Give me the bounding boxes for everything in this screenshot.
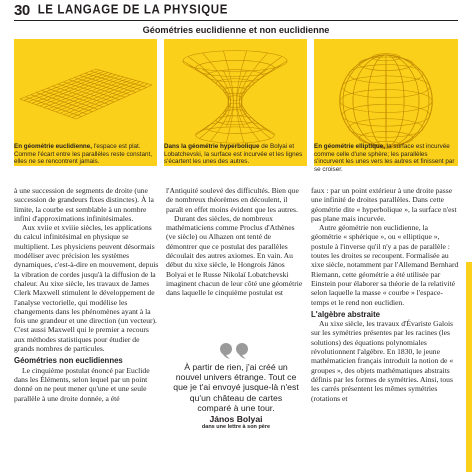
text-column-left: [14, 186, 161, 403]
caption-text: de Bolyai et Lobatchevski, la surface est incurvée et les lignes s'écartent les unes des autres.: [164, 143, 303, 166]
caption-lead: En géométrie euclidienne,: [14, 143, 93, 150]
page-header: [14, 2, 228, 18]
quote-mark-icon: [218, 342, 254, 360]
text-column-right: [311, 186, 459, 403]
text-column-middle: [166, 186, 304, 298]
paragraph: l'Antiquité soulevé des difficultés. Bien que de nombreux théorèmes en découlent, il paraît en effet moins évident que les autres.: [166, 186, 299, 214]
paragraph: Le cinquième postulat énoncé par Euclide dans les Éléments, selon lequel par un point donné on ne peut mener qu'une et une seule parallèle à une droite donnée, a été: [14, 365, 150, 403]
paragraph: Autre géométrie non euclidienne, la géométrie « sphérique », ou « elliptique », postule à l'inverse qu'il n'y a pas de parallèle : toutes les droites se recoupent. Formalisée au xixe siècle, notamment par l'Allemand Bernhard Riemann, cette géométrie a été utilisée par Einstein pour élaborer sa théorie de la relativité selon laquelle la masse « courbe » l'espace-temps et le rend non euclidien.: [311, 223, 459, 307]
caption-text: la surface est incurvée comme celle d'une sphère; les parallèles s'incurvent les unes vers les autres et finissent par se croiser.: [314, 143, 455, 174]
page-edge-tab: [466, 262, 472, 472]
page-number: 30: [14, 1, 30, 19]
paragraph: faux : par un point extérieur à une droite passe une infinité de droites parallèles. Dans cette géométrie dite « hyperbolique », la surface n'est pas plane mais incurvée.: [311, 186, 457, 223]
caption-elliptic: [314, 143, 458, 174]
box-title: Géométries euclidienne et non euclidienne: [142, 25, 330, 35]
caption-lead: Dans la géométrie hyperbolique: [164, 143, 260, 150]
caption-text: l'espace est plat. Comme l'écart entre les parallèles reste constant, elles ne se rencontrent jamais.: [14, 143, 153, 166]
section-heading: Géométries non euclidiennes: [14, 356, 123, 366]
paragraph: Aux xviie et xviiie siècles, les applications du calcul infinitésimal en physique se multiplient. Les physiciens peuvent désormais modéliser avec précision les systèmes dynamiques, c'est-à-dire en mouvement, depuis la vibration de cordes jusqu'à la diffusion de la chaleur. Au xixe siècle, les travaux de James Clerk Maxwell stimulent le développement de l'analyse vectorielle, qui modélise les changements dans les phénomènes ayant à la fois une grandeur et une direction (un vecteur). C'est aussi Maxwell qui le premier a recours aux méthodes statistiques pour étudier de grands nombres de particules.: [14, 223, 159, 354]
paragraph: à une succession de segments de droite (une succession de grandeurs fixes distinctes). À la limite, la courbe est semblable à un nombre infini d'approximations infinitésimales.: [14, 186, 154, 223]
pull-quote: [172, 342, 300, 430]
caption-hyperbolic: [164, 143, 307, 166]
paragraph: Durant des siècles, de nombreux mathématiciens comme Proclus d'Athènes (ve siècle) ou Alhazen ont tenté de démontrer que ce postulat des parallèles découlait des autres axiomes. En vain. Au début du xixe siècle, le Hongrois János Bolyai et le Russe Nikolaï Lobatchevski imaginent chacun de leur côté une géométrie dans laquelle le cinquième postulat est: [166, 213, 303, 298]
quote-author: János Bolyai: [209, 414, 263, 425]
quote-text: À partir de rien, j'ai créé un nouvel univers étrange. Tout ce que je t'ai envoyé jusque-là n'est qu'un château de cartes comparé à une tour.: [173, 362, 299, 413]
quote-source: dans une lettre à son père: [201, 424, 271, 431]
paragraph: Au xixe siècle, les travaux d'Évariste Galois sur les symétries présentes par les racines (les solutions) des équations polynomiales révolutionnent l'algèbre. En 1830, le jeune mathématicien français introduit la notion de « groupes », des objets mathématiques abstraits définis par les formes de symétries. Ainsi, tous les carrés présentent les mêmes symétries (rotations et: [311, 319, 454, 403]
chapter-title: LE LANGAGE DE LA PHYSIQUE: [37, 3, 228, 17]
header-rule: [14, 20, 458, 21]
caption-lead: En géométrie elliptique,: [314, 143, 386, 150]
caption-euclidean: [14, 143, 157, 166]
section-heading: L'algèbre abstraite: [311, 309, 381, 319]
